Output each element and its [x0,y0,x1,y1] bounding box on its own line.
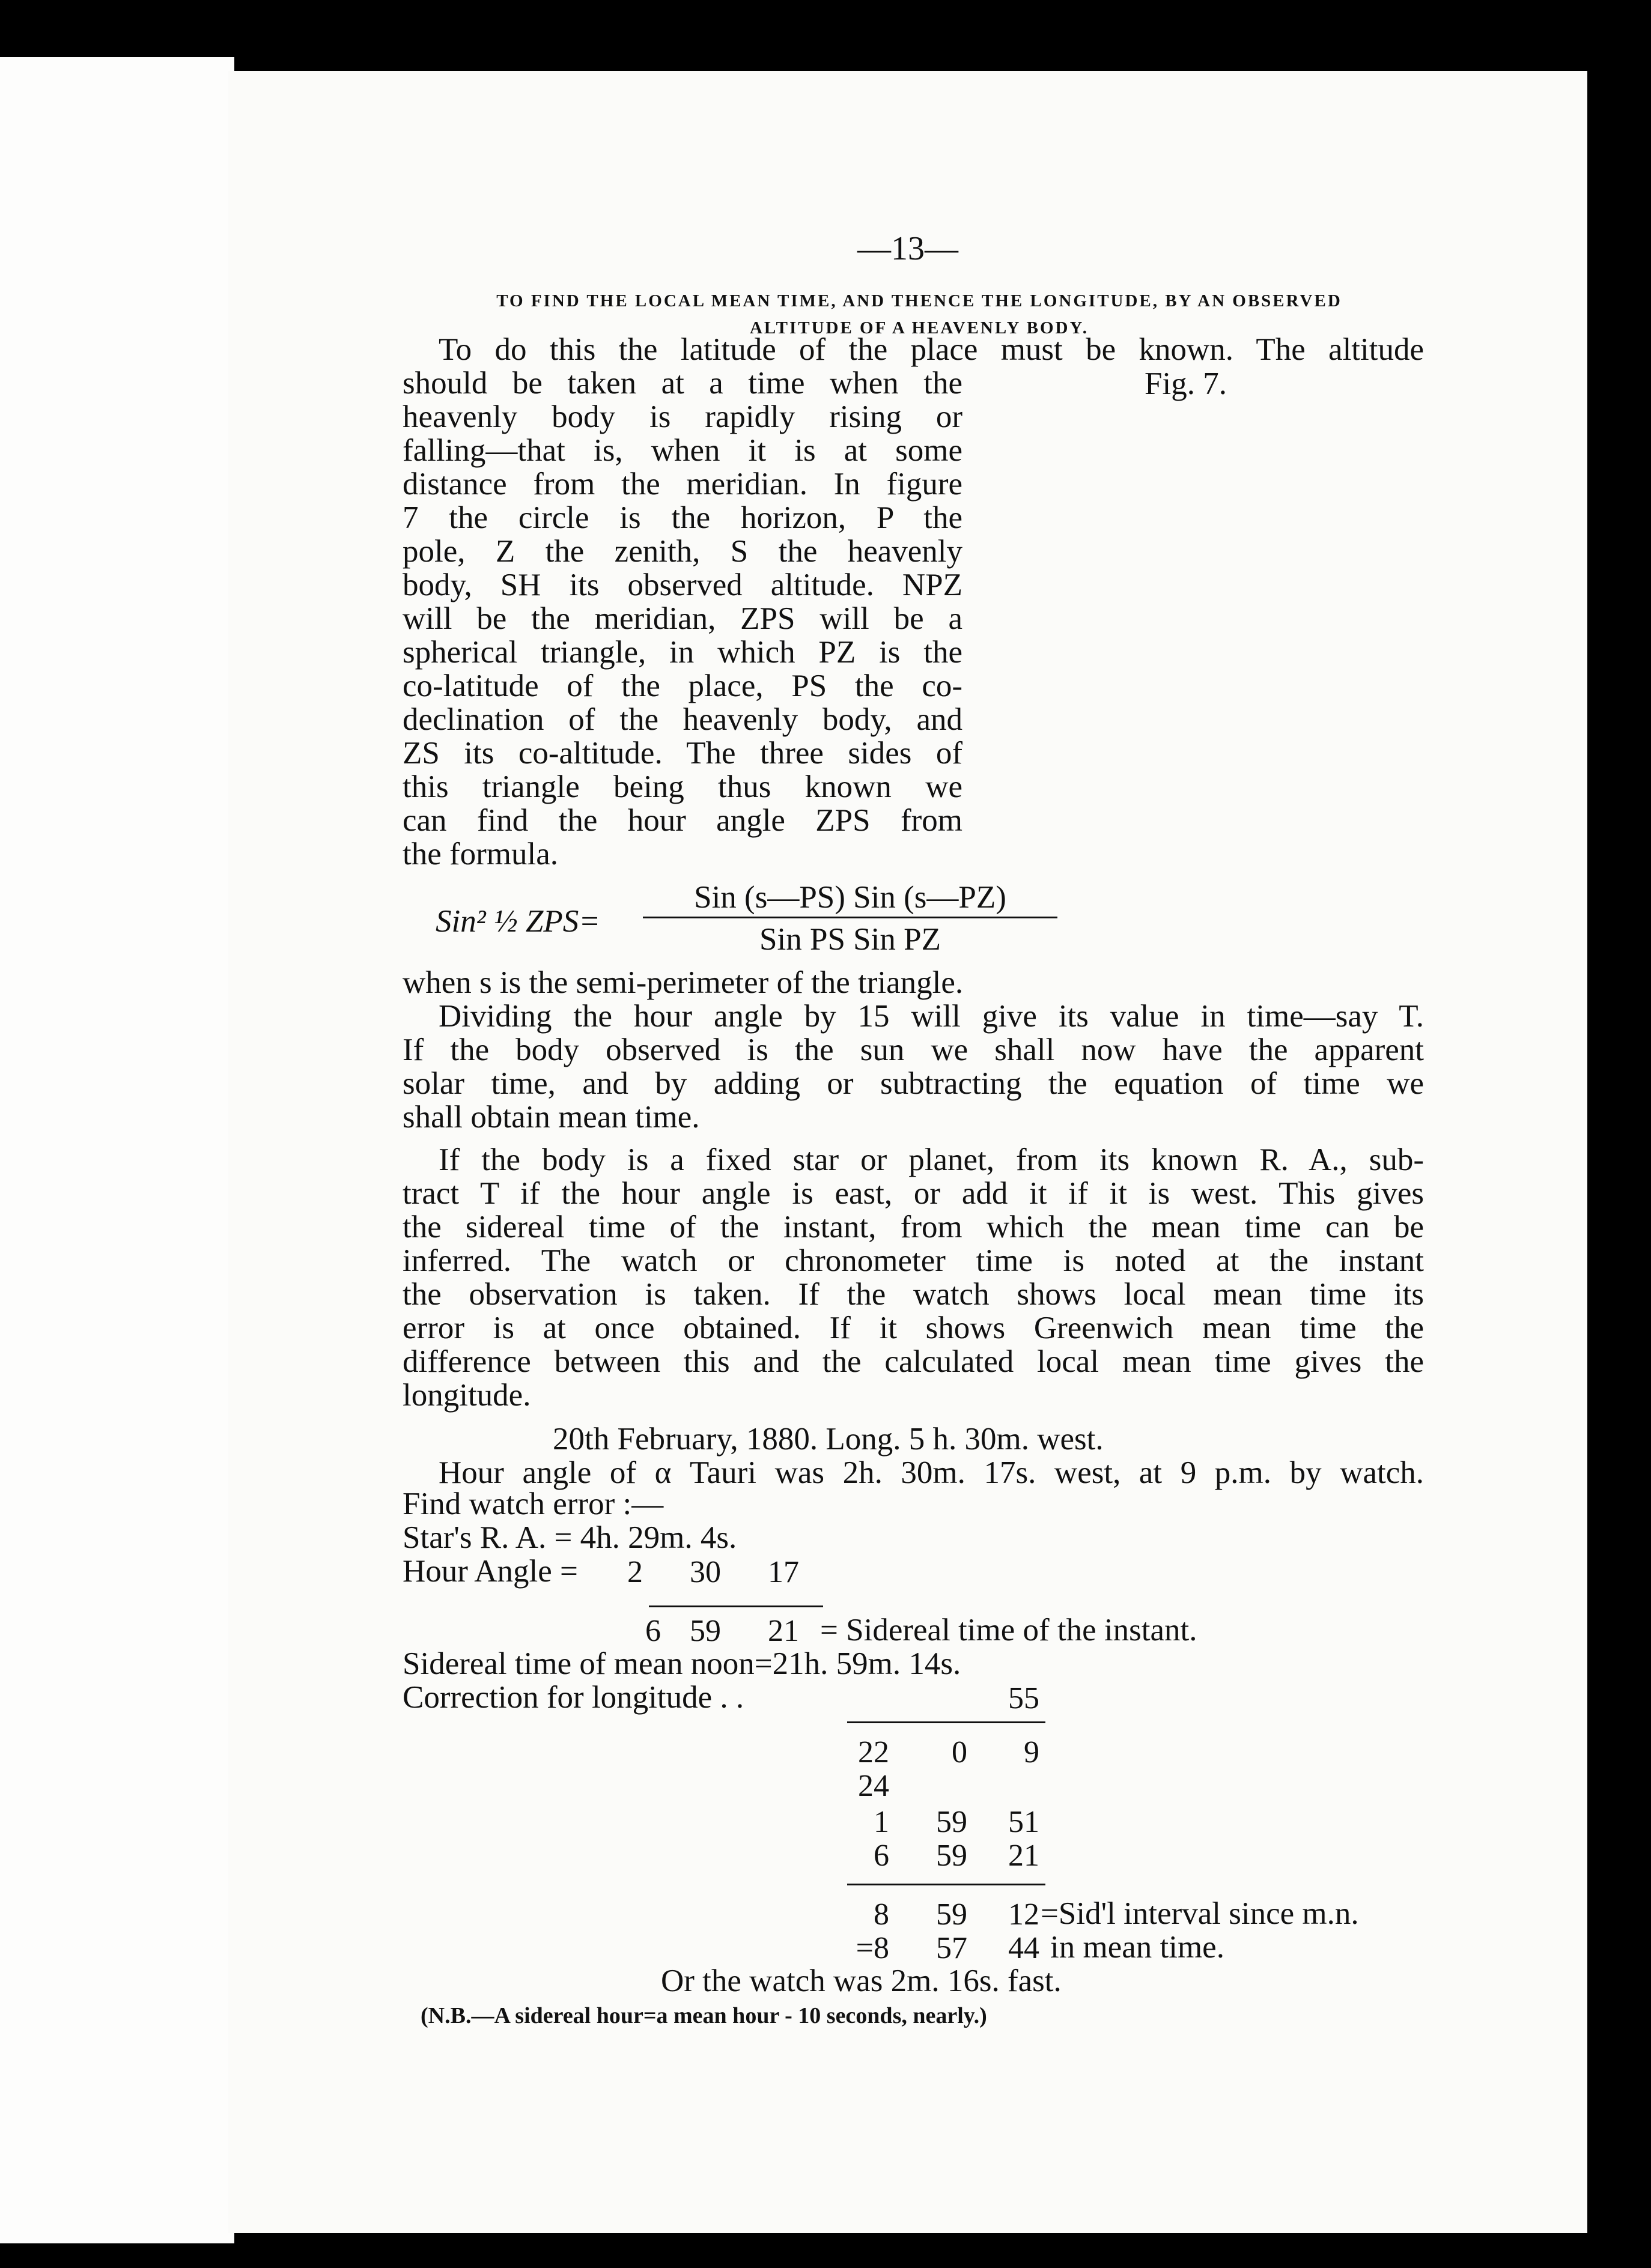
diff-h: 1 [874,1805,889,1839]
page [228,71,1587,2233]
text-line: ZS its co-altitude. The three sides of [403,736,962,771]
mean-m: 57 [936,1931,967,1965]
sidereal-noon: Sidereal time of mean noon=21h. 59m. 14s. [403,1646,961,1681]
text-line: this triangle being thus known we [403,769,962,804]
fraction-bar [643,917,1057,918]
text-line: the formula. [403,837,559,872]
formula-lhs: Sin² ½ ZPS= [436,904,600,939]
text-line: inferred. The watch or chronometer time is noted at the instant [403,1243,1424,1278]
text-line: If the body observed is the sun we shall now have the apparent [403,1032,1424,1067]
sub-24: 24 [858,1769,889,1803]
sum2-h: 22 [858,1735,889,1769]
sum-rule [847,1884,1045,1885]
text-line: difference between this and the calculated local mean time gives the [403,1344,1424,1379]
instant-s: 21 [1008,1839,1039,1873]
hour-angle-label: Hour Angle = [403,1554,578,1589]
figure-label: Fig. 7. [1145,366,1227,401]
text-line: 7 the circle is the horizon, P the [403,500,962,535]
diff-m: 59 [936,1805,967,1839]
text-line: Dividing the hour angle by 15 will give its value in time—say T. [439,999,1424,1034]
text-line: shall obtain mean time. [403,1100,700,1135]
text-line: when s is the semi-perimeter of the triangle. [403,965,964,1000]
text-line: co-latitude of the place, PS the co- [403,669,962,703]
instant-h: 6 [874,1839,889,1873]
text-line: can find the hour angle ZPS from [403,803,962,838]
text-line: falling—that is, when it is at some [403,433,962,468]
interval-s: 12 [1008,1897,1039,1932]
sum1-m: 59 [690,1614,721,1648]
text-line: heavenly body is rapidly rising or [403,399,962,434]
example-find: Find watch error :— [403,1487,664,1521]
mean-label: in mean time. [1050,1930,1224,1965]
interval-label: =Sid'l interval since m.n. [1041,1896,1359,1931]
example-date: 20th February, 1880. Long. 5 h. 30m. west. [553,1422,1104,1457]
section-heading-line-2: ALTITUDE OF A HEAVENLY BODY. [749,318,1089,338]
text-line: will be the meridian, ZPS will be a [403,601,962,636]
instant-m: 59 [936,1839,967,1873]
interval-h: 8 [874,1897,889,1932]
correction-value: 55 [1008,1681,1039,1715]
interval-m: 59 [936,1897,967,1932]
sum-rule [847,1721,1045,1723]
example-hour-angle: Hour angle of α Tauri was 2h. 30m. 17s. west, at 9 p.m. by watch. [439,1455,1424,1490]
sum1-s: 21 [768,1614,799,1648]
text-line: error is at once obtained. If it shows Greenwich mean time the [403,1311,1424,1345]
sum-rule [649,1605,823,1607]
text-line: body, SH its observed altitude. NPZ [403,568,962,602]
conclusion: Or the watch was 2m. 16s. fast. [661,1963,1062,1998]
text-line: the observation is taken. If the watch shows local mean time its [403,1277,1424,1312]
sum1-h: 6 [645,1614,661,1648]
text-line: should be taken at a time when the [403,366,962,401]
ha-m: 30 [690,1555,721,1589]
text-line: the sidereal time of the instant, from which the mean time can be [403,1210,1424,1245]
text-line: If the body is a fixed star or planet, from its known R. A., sub- [439,1142,1424,1177]
text-line: tract T if the hour angle is east, or add it if it is west. This gives [403,1176,1424,1211]
intro-line: To do this the latitude of the place must be known. The altitude [439,332,1424,367]
formula-numerator: Sin (s—PS) Sin (s—PZ) [694,880,1006,915]
section-heading-line-1: TO FIND THE LOCAL MEAN TIME, AND THENCE THE LONGITUDE, BY AN OBSERVED [496,291,1342,311]
mean-s: 44 [1008,1931,1039,1965]
sum1-label: = Sidereal time of the instant. [820,1613,1197,1648]
star-ra: Star's R. A. = 4h. 29m. 4s. [403,1520,737,1555]
ha-s: 17 [768,1555,799,1589]
correction-label: Correction for longitude . . [403,1680,744,1715]
ha-h: 2 [627,1555,643,1589]
page-number: —13— [857,230,958,267]
text-line: pole, Z the zenith, S the heavenly [403,534,962,569]
formula-denominator: Sin PS Sin PZ [759,922,941,957]
text-line: solar time, and by adding or subtracting the equation of time we [403,1066,1424,1101]
mean-h: =8 [856,1931,889,1965]
sum2-s: 9 [1024,1735,1039,1769]
text-line: spherical triangle, in which PZ is the [403,635,962,670]
footnote: (N.B.—A sidereal hour=a mean hour - 10 seconds, nearly.) [421,2003,987,2028]
diff-s: 51 [1008,1805,1039,1839]
sum2-m: 0 [952,1735,967,1769]
facing-page [0,57,234,2243]
text-line: declination of the heavenly body, and [403,702,962,737]
text-line: longitude. [403,1378,531,1413]
text-line: distance from the meridian. In figure [403,467,962,502]
